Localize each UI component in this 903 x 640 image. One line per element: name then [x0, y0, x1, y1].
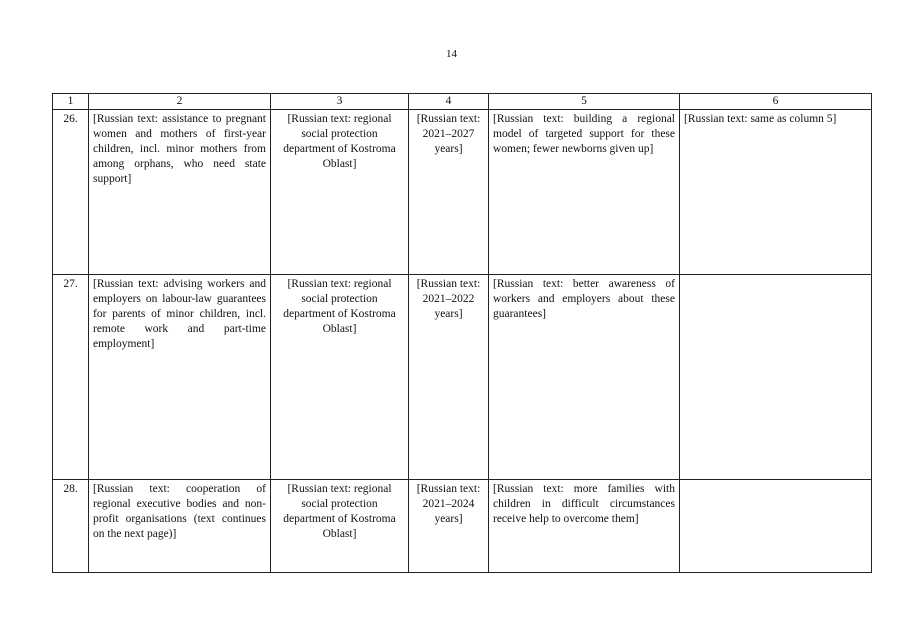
column-header-4: 4 — [409, 94, 489, 110]
indicator-cell — [680, 480, 872, 573]
result-cell: [Russian text: more families with children in difficult circumstances receive help to overcome them] — [489, 480, 680, 573]
measure-cell: [Russian text: cooperation of regional executive bodies and non-profit organisations (text continues on the next page)] — [89, 480, 271, 573]
period-cell: [Russian text: 2021–2024 years] — [409, 480, 489, 573]
result-cell: [Russian text: building a regional model of targeted support for these women; fewer newborns given up] — [489, 110, 680, 275]
column-header-6: 6 — [680, 94, 872, 110]
indicator-cell — [680, 275, 872, 480]
period-cell: [Russian text: 2021–2022 years] — [409, 275, 489, 480]
table-row — [53, 275, 872, 480]
executor-cell: [Russian text: regional social protection department of Kostroma Oblast] — [271, 110, 409, 275]
table-header-row — [53, 94, 872, 110]
indicator-cell: [Russian text: same as column 5] — [680, 110, 872, 275]
table-row — [53, 480, 872, 573]
result-cell: [Russian text: better awareness of workers and employers about these guarantees] — [489, 275, 680, 480]
column-header-1: 1 — [53, 94, 89, 110]
row-number: 26. — [53, 110, 89, 275]
column-header-2: 2 — [89, 94, 271, 110]
row-number: 27. — [53, 275, 89, 480]
measure-cell: [Russian text: assistance to pregnant women and mothers of first-year children, incl. minor mothers from among orphans, who need state support] — [89, 110, 271, 275]
row-number: 28. — [53, 480, 89, 573]
table-row — [53, 110, 872, 275]
page-number: 14 — [446, 48, 457, 60]
executor-cell: [Russian text: regional social protection department of Kostroma Oblast] — [271, 480, 409, 573]
column-header-3: 3 — [271, 94, 409, 110]
measure-cell: [Russian text: advising workers and employers on labour-law guarantees for parents of minor children, incl. remote work and part-time employment] — [89, 275, 271, 480]
period-cell: [Russian text: 2021–2027 years] — [409, 110, 489, 275]
measures-table — [52, 93, 872, 573]
executor-cell: [Russian text: regional social protection department of Kostroma Oblast] — [271, 275, 409, 480]
column-header-5: 5 — [489, 94, 680, 110]
